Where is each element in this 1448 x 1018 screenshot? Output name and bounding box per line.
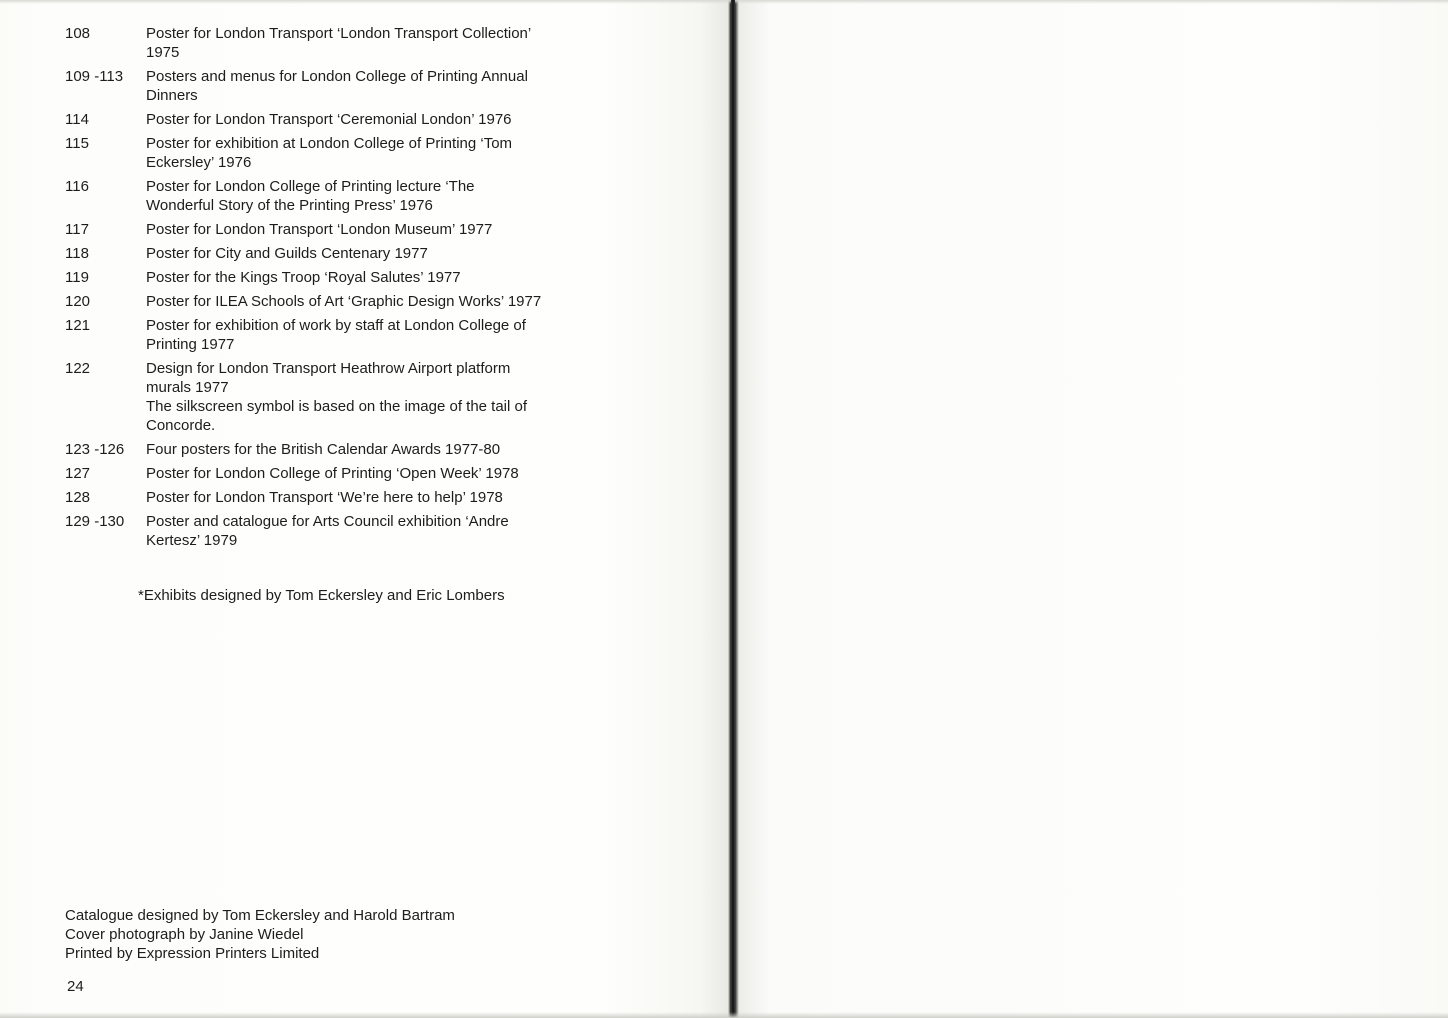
exhibit-entry-114 <box>65 110 545 129</box>
exhibit-number: 123 -126 <box>65 441 125 458</box>
spine-fold <box>731 0 735 1018</box>
exhibit-number: 114 <box>65 111 89 128</box>
credit-design: Catalogue designed by Tom Eckersley and Harold Bartram <box>65 907 455 924</box>
exhibit-description: Poster for City and Guilds Centenary 1977 <box>146 245 428 262</box>
exhibit-number: 121 <box>65 317 91 334</box>
exhibit-entry-115 <box>65 134 545 172</box>
exhibit-number: 119 <box>65 269 89 286</box>
exhibit-description: Design for London Transport Heathrow Airport platform murals 1977 <box>146 360 511 396</box>
page-number: 24 <box>67 978 84 995</box>
credit-printer: Printed by Expression Printers Limited <box>65 945 320 962</box>
credits-block <box>65 906 455 963</box>
exhibit-description: Poster for ILEA Schools of Art ‘Graphic Design Works’ 1977 <box>146 293 542 310</box>
exhibit-entry-123-126 <box>65 440 545 459</box>
bottom-edge-shadow <box>0 1012 1448 1018</box>
exhibit-entry-119 <box>65 268 545 287</box>
exhibit-number: 117 <box>65 221 89 238</box>
exhibit-description: Poster for exhibition of work by staff at London College of Printing 1977 <box>146 317 526 353</box>
exhibit-entry-127 <box>65 464 545 483</box>
exhibit-description: Poster for London College of Printing lecture ‘The Wonderful Story of the Printing Press’ 1976 <box>146 178 475 214</box>
exhibit-description: Poster for London Transport ‘Ceremonial London’ 1976 <box>146 111 512 128</box>
exhibit-number: 122 <box>65 360 91 377</box>
exhibit-number: 118 <box>65 245 89 262</box>
exhibit-description: Poster for the Kings Troop ‘Royal Salutes’ 1977 <box>146 269 461 286</box>
exhibit-number: 108 <box>65 25 91 42</box>
exhibit-description: Poster for exhibition at London College of Printing ‘Tom Eckersley’ 1976 <box>146 135 513 171</box>
exhibit-entry-117 <box>65 220 545 239</box>
exhibit-entry-108 <box>65 24 545 62</box>
exhibit-description: Poster and catalogue for Arts Council exhibition ‘Andre Kertesz’ 1979 <box>146 513 509 549</box>
exhibit-entry-121 <box>65 316 545 354</box>
exhibit-entry-118 <box>65 244 545 263</box>
exhibit-description: Poster for London Transport ‘We’re here to help’ 1978 <box>146 489 503 506</box>
exhibit-description: Poster for London Transport ‘London Transport Collection’ 1975 <box>146 25 531 61</box>
exhibit-entry-128 <box>65 488 545 507</box>
exhibit-list <box>65 24 545 555</box>
exhibit-entry-129-130 <box>65 512 545 550</box>
exhibit-number: 115 <box>65 135 89 152</box>
exhibit-entry-122 <box>65 359 545 435</box>
exhibit-description: Four posters for the British Calendar Awards 1977-80 <box>146 441 501 458</box>
exhibit-number: 120 <box>65 293 91 310</box>
exhibit-entry-116 <box>65 177 545 215</box>
exhibit-number: 116 <box>65 178 89 195</box>
exhibit-entry-109-113 <box>65 67 545 105</box>
exhibit-entry-120 <box>65 292 545 311</box>
exhibit-description-block <box>146 359 545 435</box>
exhibit-description: Poster for London College of Printing ‘Open Week’ 1978 <box>146 465 519 482</box>
exhibit-description: Posters and menus for London College of Printing Annual Dinners <box>146 68 528 104</box>
credit-photograph: Cover photograph by Janine Wiedel <box>65 926 304 943</box>
exhibit-number: 127 <box>65 465 91 482</box>
exhibit-number: 129 -130 <box>65 513 125 530</box>
exhibit-note: The silkscreen symbol is based on the image of the tail of Concorde. <box>146 398 528 434</box>
footnote: *Exhibits designed by Tom Eckersley and Eric Lombers <box>138 587 505 604</box>
exhibit-description: Poster for London Transport ‘London Museum’ 1977 <box>146 221 493 238</box>
exhibit-number: 109 -113 <box>65 68 124 85</box>
exhibit-number: 128 <box>65 489 91 506</box>
right-page-blank <box>737 0 1448 1018</box>
